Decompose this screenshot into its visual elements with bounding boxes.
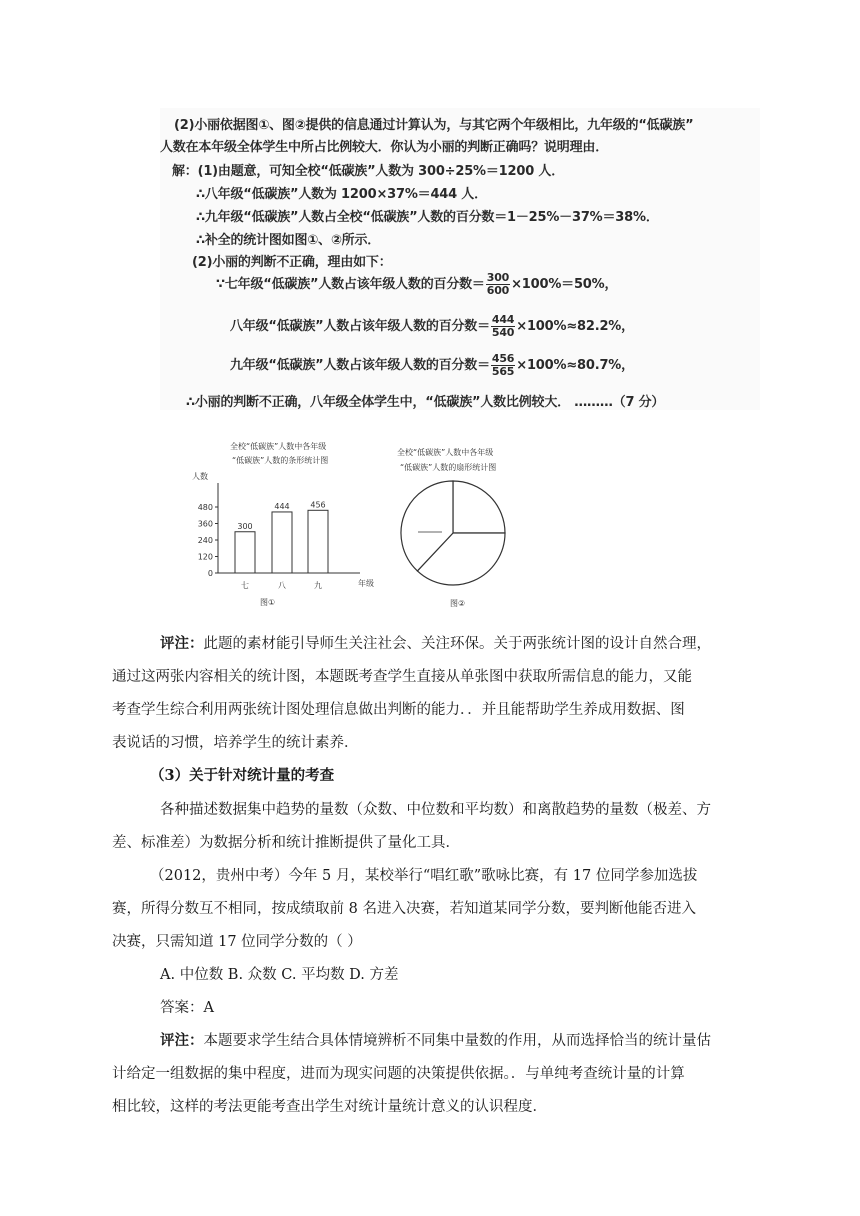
pie-chart-caption: 图② [450,599,466,608]
bar-value-label: 444 [274,501,290,511]
bar-chart-y-tick-label: 120 [197,552,213,562]
bar-value-label: 300 [237,521,253,531]
fraction-grade-8: $\frac{444}{540}$ [491,313,515,339]
comment-2-line-3: 相比较，这样的考法更能考查出学生对统计量统计意义的认识程度． [112,1099,547,1115]
bar-chart-title: 全校“低碳族”人数中各年级 [230,442,327,451]
bar-category-label: 七 [241,581,249,590]
bar-1 [235,532,255,573]
solution-line-2: ∴八年级“低碳族”人数为 1200×37%＝444 人． [196,187,487,202]
bar-chart-y-label: 人数 [192,472,208,481]
pie-chart-subtitle: “低碳族”人数的扇形统计图 [400,463,497,472]
bar-3 [308,510,328,573]
question-2-line-2: 人数在本年级全体学生中所占比例较大．你认为小丽的判断正确吗？说明理由． [160,140,609,155]
bar-category-label: 九 [314,581,322,590]
comment-1-line-1: 评注：此题的素材能引导师生关注社会、关注环保。关于两张统计图的设计自然合理， [160,635,711,652]
question-2-line-1: (2)小丽依据图①、图②提供的信息通过计算认为，与其它两个年级相比，九年级的“低碳族” [174,118,694,133]
ratio-grade-9: 九年级“低碳族”人数占该年级人数的百分数＝ $\frac{456}{565}$ ×100%≈80.7%， [230,352,634,378]
ratio-grade-7: ∵七年级“低碳族”人数占该年级人数的百分数＝ $\frac{300}{600}$ ×100%＝50%， [216,271,618,297]
statistics-charts [190,435,550,615]
bar-category-label: 八 [278,581,286,590]
section-3-line-2: 差、标准差）为数据分析和统计推断提供了量化工具． [112,835,460,851]
comment-1-line-3: 考查学生综合利用两张统计图处理信息做出判断的能力．．并且能帮助学生养成用数据、图 [112,702,685,718]
bar-chart-caption: 图① [260,598,276,607]
ratio-grade-8: 八年级“低碳族”人数占该年级人数的百分数＝ $\frac{444}{540}$ ×100%≈82.2%， [230,313,634,339]
bar-chart-y-tick-label: 0 [207,569,213,578]
comment-1-line-4: 表说话的习惯，培养学生的统计素养． [112,735,359,751]
pie-slice-1 [453,481,505,533]
scanned-solution [160,108,760,410]
pie-chart-title: 全校“低碳族”人数中各年级 [397,448,494,457]
section-3-heading: （3）关于针对统计量的考查 [150,767,335,784]
fraction-grade-7: $\frac{300}{600}$ [486,271,510,297]
comment-1-line-2: 通过这两张内容相关的统计图，本题既考查学生直接从单张图中获取所需信息的能力，又能 [112,669,692,685]
solution-line-3: ∴九年级“低碳族”人数占全校“低碳族”人数的百分数＝1－25%－37%＝38%． [196,210,659,225]
solution-line-1: 解：(1)由题意，可知全校“低碳族”人数为 300÷25%＝1200 人． [172,164,564,179]
problem-answer: 答案：A [160,1000,214,1016]
solution-line-4: ∴补全的统计图如图①、②所示． [196,233,381,248]
problem-options: A. 中位数 B. 众数 C. 平均数 D. 方差 [160,967,399,983]
section-3-line-1: 各种描述数据集中趋势的量数（众数、中位数和平均数）和离散趋势的量数（极差、方 [160,802,711,818]
bar-chart-y-tick-label: 240 [197,536,213,545]
fraction-grade-9: $\frac{456}{565}$ [491,352,515,378]
bar-chart-subtitle: “低碳族”人数的条形统计图 [232,456,329,465]
solution-line-5: (2)小丽的判断不正确，理由如下： [192,255,392,270]
charts-graphic [190,435,550,615]
problem-line-2: 赛，所得分数互不相同，按成绩取前 8 名进入决赛，若知道某同学分数，要判断他能否进入 [112,901,696,917]
bar-2 [272,512,292,573]
bar-chart-y-tick-label: 360 [197,519,213,529]
bar-chart-y-tick-label: 480 [197,503,213,512]
problem-line-3: 决赛，只需知道 17 位同学分数的（ ） [112,934,362,950]
bar-value-label: 456 [310,500,326,510]
comment-2-line-2: 计给定一组数据的集中程度，进而为现实问题的决策提供依据。．与单纯考查统计量的计算 [112,1066,685,1082]
problem-line-1: （2012，贵州中考）今年 5 月，某校举行“唱红歌”歌咏比赛，有 17 位同学参加选拔 [150,868,698,884]
bar-chart-x-label: 年级 [358,579,374,588]
comment-2-line-1: 评注：本题要求学生结合具体情境辨析不同集中量数的作用，从而选择恰当的统计量估 [160,1032,711,1049]
solution-conclusion: ∴小丽的判断不正确，八年级全体学生中，“低碳族”人数比例较大． ………（7 分） [186,395,665,410]
